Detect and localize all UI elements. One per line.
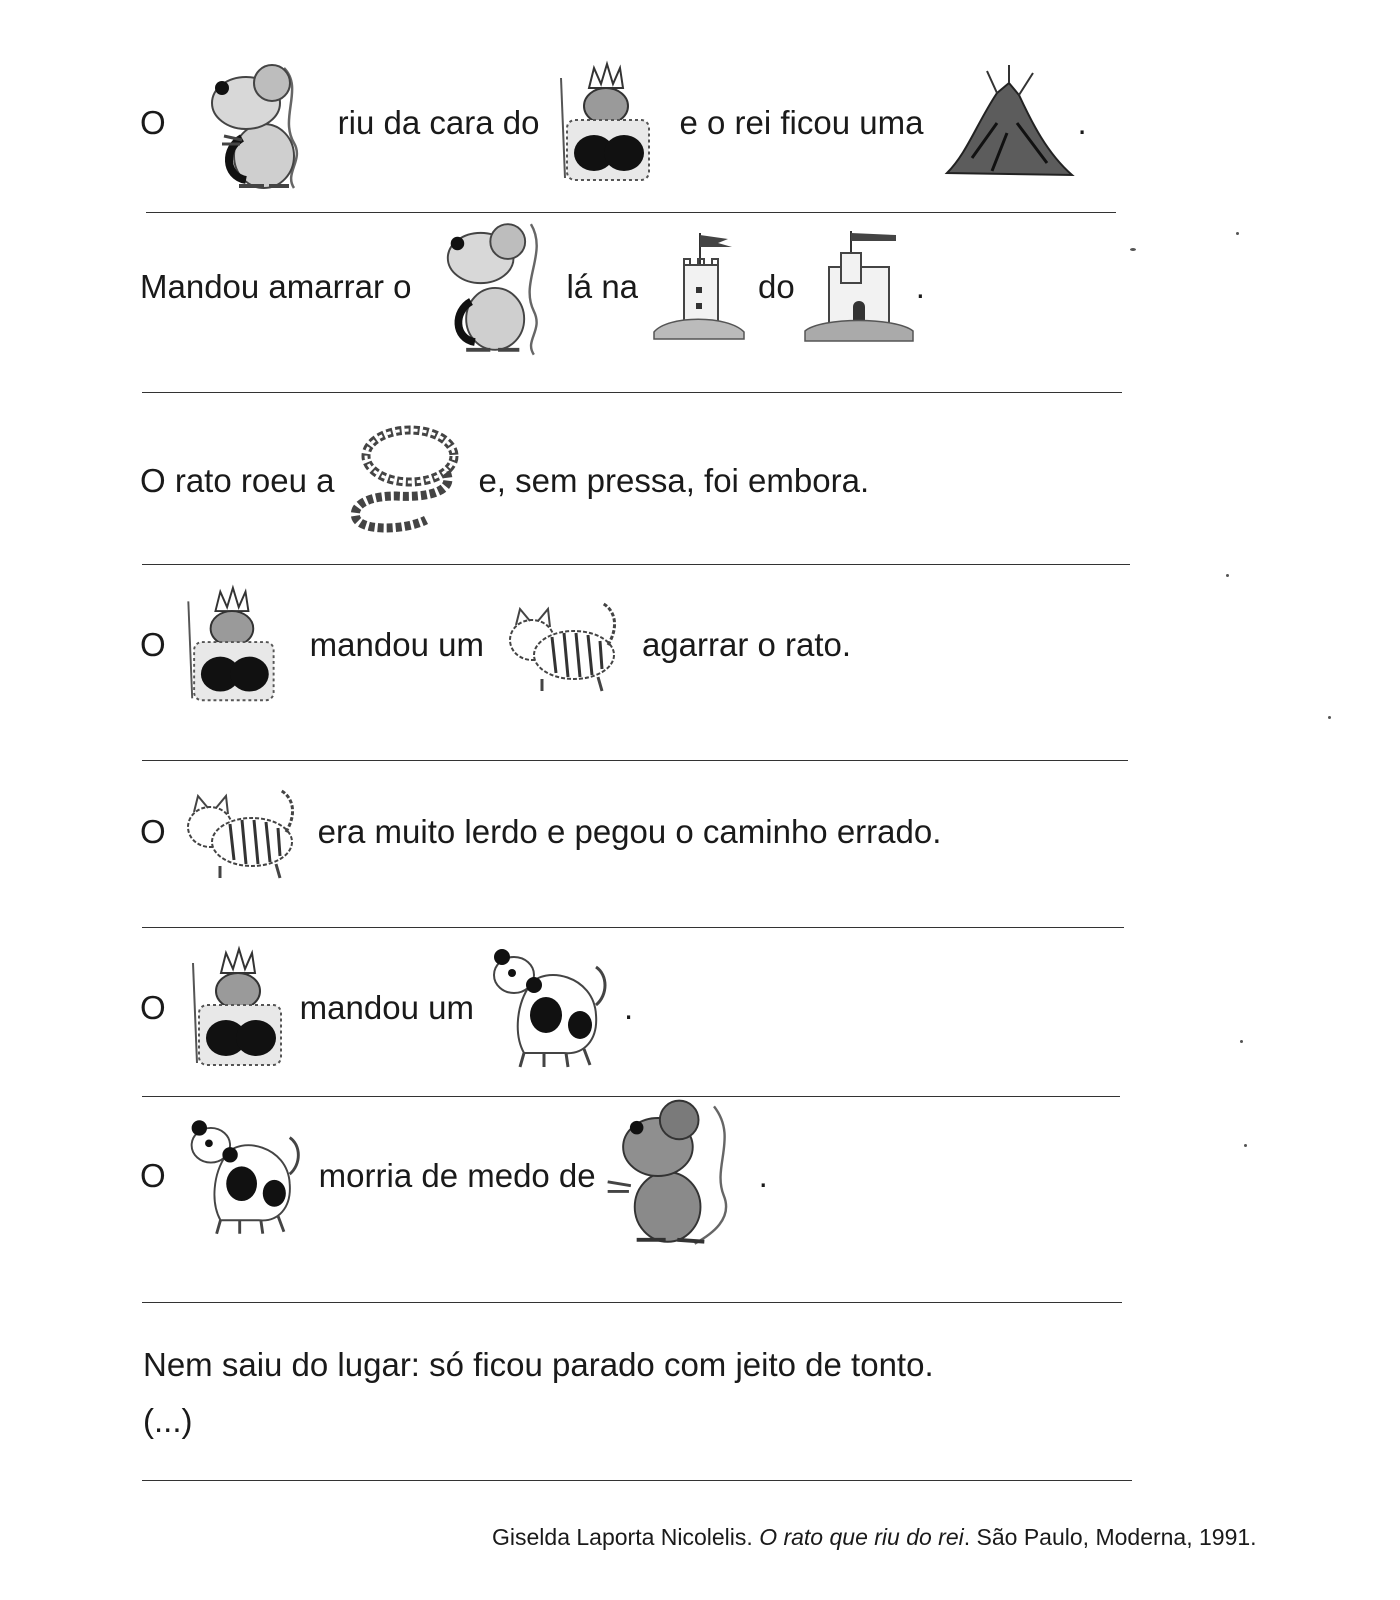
ellipsis: (...) (143, 1402, 193, 1439)
line-text: do (758, 268, 795, 305)
scan-speck (1240, 1040, 1243, 1043)
line-text: O (140, 988, 166, 1026)
line-text: O (140, 813, 166, 850)
line-text: lá na (566, 268, 639, 305)
scan-speck (1328, 716, 1331, 719)
volcano-icon (937, 63, 1077, 183)
tower-icon (648, 227, 748, 347)
story-line-2 (140, 212, 1140, 362)
castle-icon (801, 227, 916, 347)
writing-line-2 (142, 392, 1122, 393)
line-text: . (623, 988, 634, 1026)
line-text: . (758, 1157, 768, 1194)
mouse-icon (598, 1097, 743, 1255)
story-line-5 (140, 782, 1140, 882)
line-text: O (140, 626, 166, 663)
writing-line-4 (142, 760, 1128, 761)
line-text: mandou um (309, 626, 484, 663)
closing-sentence: Nem saiu do lugar: só ficou parado com jeito de tonto. (143, 1346, 934, 1383)
line-text: O (140, 104, 166, 141)
scan-speck (1244, 1144, 1247, 1147)
line-text: O rato roeu a (140, 462, 335, 499)
king-icon (180, 943, 292, 1073)
rope-icon (346, 422, 464, 540)
line-text: riu da cara do (337, 104, 540, 141)
writing-line-3 (142, 564, 1130, 565)
line-text: . (1077, 104, 1087, 141)
scan-speck (1236, 232, 1239, 235)
line-text: mandou um (299, 988, 474, 1026)
writing-line-5 (142, 927, 1124, 928)
story-line-1 (140, 48, 1140, 198)
citation (492, 1524, 1257, 1551)
scan-speck (1226, 574, 1229, 577)
story-line-7 (140, 1096, 1140, 1256)
cat-icon (502, 595, 622, 695)
story-line-6 (140, 940, 1140, 1075)
line-text: morria de medo de (318, 1157, 596, 1194)
dog-icon (182, 1114, 307, 1239)
line-text: agarrar o rato. (641, 626, 852, 663)
line-text: Mandou amarrar o (140, 268, 412, 305)
mouse-icon (413, 212, 558, 362)
line-text: era muito lerdo e pegou o caminho errado. (317, 813, 942, 850)
king-icon (549, 58, 659, 188)
story-line-3 (140, 420, 1140, 542)
cat-icon (180, 782, 300, 882)
citation-author: Giselda Laporta Nicolelis. (492, 1524, 753, 1550)
line-text: e, sem pressa, foi embora. (478, 462, 870, 499)
writing-line-7 (142, 1302, 1122, 1303)
line-text: e o rei ficou uma (679, 104, 924, 141)
story-line-4 (140, 580, 1140, 710)
dog-icon (484, 945, 614, 1070)
line-text: . (915, 268, 925, 305)
king-icon (176, 582, 284, 708)
citation-title: O rato que riu do rei (759, 1524, 964, 1550)
scan-speck (1130, 248, 1136, 251)
mouse-icon (184, 48, 334, 198)
line-text: O (140, 1157, 166, 1194)
citation-publisher: . São Paulo, Moderna, 1991. (963, 1524, 1257, 1550)
writing-line-8 (142, 1480, 1132, 1481)
